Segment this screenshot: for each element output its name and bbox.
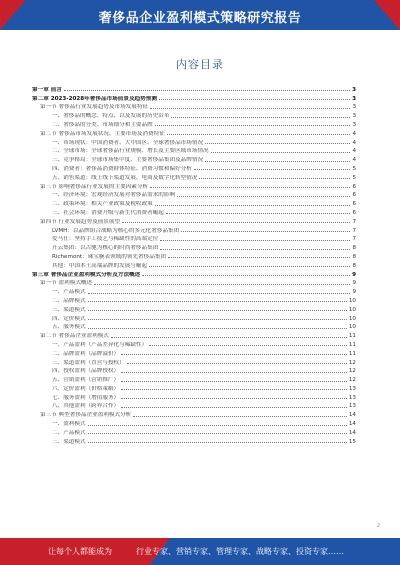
toc-entry[interactable]: [32, 146, 356, 155]
toc-leader-dots: [177, 196, 350, 197]
toc-leader-dots: [88, 310, 347, 311]
toc-entry-page: 12: [348, 377, 356, 384]
toc-entry-title: 五、销售渠道：线上线下渠道发展、电商及数字化转型情况: [52, 174, 198, 181]
header-banner: [0, 0, 400, 30]
toc-entry-page: 11: [348, 341, 356, 348]
toc-leader-dots: [159, 99, 350, 100]
toc-entry-page: 9: [352, 280, 356, 287]
toc-entry[interactable]: [32, 216, 356, 225]
toc-entry-title: 一、奢侈品的概念、特点、以及发展的历史沿革: [52, 113, 170, 120]
toc-heading: 内容目录: [176, 58, 224, 71]
toc-leader-dots: [88, 319, 347, 320]
toc-leader-dots: [127, 363, 347, 364]
toc-leader-dots: [168, 257, 350, 258]
footer-slogan-right: 行业专家、营销专家、管理专家、战略专家、投资专家……: [136, 547, 344, 556]
toc-entry-page: 7: [352, 218, 356, 225]
toc-leader-dots: [88, 433, 347, 434]
toc-leader-dots: [181, 231, 350, 232]
toc-leader-dots: [121, 381, 347, 382]
toc-entry-page: 6: [352, 192, 356, 199]
toc-leader-dots: [199, 178, 350, 179]
toc-entry-page: 3: [352, 121, 356, 128]
toc-entry-title: 五、服务模式: [52, 324, 86, 331]
toc-entry-page: 4: [352, 130, 356, 137]
toc-entry-page: 7: [352, 227, 356, 234]
toc-entry-page: 13: [348, 385, 356, 392]
toc-entry-title: 四、定价模式: [52, 315, 86, 322]
toc-entry[interactable]: [32, 93, 356, 102]
toc-entry-title: 三、渠道盈利（直营与授权）: [52, 359, 125, 366]
toc-leader-dots: [155, 205, 351, 206]
toc-leader-dots: [88, 293, 351, 294]
toc-entry-page: 7: [352, 236, 356, 243]
report-title: 奢侈品企业盈利模式策略研究报告: [98, 11, 302, 26]
toc-entry-title: 二、政策环境：相关产业政策及税收政策: [52, 201, 153, 208]
toc-entry-title: 爱马仕：坚持手工技艺与稀缺性的高端定位: [52, 236, 159, 243]
toc-leader-dots: [88, 328, 347, 329]
page-number: 2: [376, 523, 380, 529]
toc-leader-dots: [111, 337, 347, 338]
toc-leader-dots: [149, 345, 347, 346]
toc-leader-dots: [88, 301, 347, 302]
toc-entry[interactable]: [32, 418, 356, 427]
toc-leader-dots: [211, 152, 351, 153]
toc-entry-page: 5: [352, 174, 356, 181]
toc-leader-dots: [142, 275, 350, 276]
footer-banner: [0, 538, 400, 565]
toc-entry-page: 10: [348, 324, 356, 331]
toc-leader-dots: [88, 425, 347, 426]
toc-entry-title: 二、全球市场：全球奢侈品行业规模、增长及主要区域市场情况: [52, 148, 209, 155]
toc-entry-page: 10: [348, 315, 356, 322]
toc-entry[interactable]: [32, 154, 356, 163]
toc-leader-dots: [160, 240, 350, 241]
toc-entry[interactable]: [32, 269, 356, 278]
toc-entry-page: 6: [352, 209, 356, 216]
toc-entry-title: 三、竞争格局：全球市场集中度、主要奢侈品集团及品牌情况: [52, 157, 204, 164]
toc-entry-page: 9: [352, 289, 356, 296]
toc-entry[interactable]: [32, 348, 356, 357]
toc-entry[interactable]: [32, 234, 356, 243]
toc-entry[interactable]: [32, 436, 356, 445]
toc-entry-title: 第一节 奢侈品行业发展趋势及市场发展特征: [40, 104, 149, 111]
toc-entry-title: 七、服务盈利（增值服务）: [52, 394, 120, 401]
toc-entry-title: 第二节 奢侈品市场发展状况、主要市场及消费特征: [40, 130, 165, 137]
toc-leader-dots: [121, 398, 347, 399]
toc-entry[interactable]: [32, 383, 356, 392]
toc-entry[interactable]: [32, 198, 356, 207]
toc-leader-dots: [88, 442, 347, 443]
toc-leader-dots: [121, 372, 347, 373]
toc-entry[interactable]: [32, 401, 356, 410]
toc-entry-page: 4: [352, 157, 356, 164]
toc-entry-title: 第一节 盈利模式概述: [40, 280, 93, 287]
toc-entry-page: 10: [348, 306, 356, 313]
toc-entry[interactable]: [32, 260, 356, 269]
toc-leader-dots: [155, 125, 351, 126]
toc-entry[interactable]: [32, 313, 356, 322]
toc-entry-page: 8: [352, 245, 356, 252]
toc-entry[interactable]: [32, 357, 356, 366]
toc-entry-title: 第一章 前言: [32, 86, 62, 93]
toc-entry-page: 12: [348, 359, 356, 366]
toc-leader-dots: [150, 187, 350, 188]
toc-entry-title: 二、奢侈品的分类、市场细分和主要品牌: [52, 121, 153, 128]
toc-entry[interactable]: [32, 295, 356, 304]
toc-entry-page: 11: [348, 333, 356, 340]
toc-entry[interactable]: [32, 286, 356, 295]
toc-entry[interactable]: [32, 190, 356, 199]
toc-entry-page: 12: [348, 368, 356, 375]
toc-entry-page: 5: [352, 165, 356, 172]
toc-entry[interactable]: [32, 304, 356, 313]
toc-entry[interactable]: [32, 225, 356, 234]
toc-entry-page: 4: [352, 139, 356, 146]
toc-entry[interactable]: [32, 374, 356, 383]
toc-entry-title: 开云集团：以古驰为核心的时尚奢侈品集团: [52, 245, 159, 252]
toc-leader-dots: [166, 213, 351, 214]
toc-entry[interactable]: [32, 322, 356, 331]
toc-leader-dots: [122, 222, 350, 223]
toc-entry-title: 四、消费者：奢侈品消费群体特征、消费习惯和偏好分析: [52, 165, 192, 172]
toc-entry-page: 10: [348, 297, 356, 304]
toc-entry[interactable]: [32, 251, 356, 260]
toc-entry-title: Richemont：珠宝腕表领域的领先奢侈品集团: [52, 253, 167, 260]
toc-entry-title: 三、渠道模式: [52, 306, 86, 313]
toc-entry-title: 三、渠道模式: [52, 438, 86, 445]
toc-leader-dots: [194, 169, 351, 170]
toc-leader-dots: [64, 90, 350, 91]
toc-entry-title: 一、产品盈利（产品差异化与稀缺性）: [52, 341, 148, 348]
toc-entry[interactable]: [32, 172, 356, 181]
toc-leader-dots: [121, 407, 347, 408]
toc-leader-dots: [150, 108, 350, 109]
toc-entry[interactable]: [32, 110, 356, 119]
toc-entry-page: 3: [352, 113, 356, 120]
toc-entry[interactable]: [32, 409, 356, 418]
toc-entry[interactable]: [32, 427, 356, 436]
toc-entry-page: 4: [352, 148, 356, 155]
toc-entry[interactable]: [32, 366, 356, 375]
toc-entry-page: 14: [348, 429, 356, 436]
toc-entry-page: 13: [348, 394, 356, 401]
toc-entry[interactable]: [32, 84, 356, 93]
toc-leader-dots: [121, 389, 347, 390]
toc-entry-title: 第四节 行业发展趋势及前景展望: [40, 218, 121, 225]
toc-entry-title: 八、其他盈利（跨界合作）: [52, 403, 120, 410]
toc-leader-dots: [205, 143, 350, 144]
toc-entry-page: 14: [348, 412, 356, 419]
toc-entry[interactable]: [32, 119, 356, 128]
toc-leader-dots: [167, 134, 351, 135]
toc-entry-title: 二、产品模式: [52, 429, 86, 436]
toc-entry-title: 一、产品模式: [52, 289, 86, 296]
toc-entry[interactable]: [32, 392, 356, 401]
toc-leader-dots: [133, 416, 347, 417]
toc-entry-page: 8: [352, 253, 356, 260]
toc-leader-dots: [160, 249, 350, 250]
toc-entry[interactable]: [32, 207, 356, 216]
toc-entry-page: 11: [348, 350, 356, 357]
toc-entry-page: 3: [352, 104, 356, 111]
toc-entry-title: 五、营销盈利（营销推广）: [52, 377, 120, 384]
toc-entry-title: 六、定价盈利（价格策略）: [52, 385, 120, 392]
toc-leader-dots: [149, 266, 350, 267]
toc-entry-title: LVMH：以品牌组合战略为核心的多元化奢侈品集团: [52, 227, 180, 234]
toc-entry[interactable]: [32, 163, 356, 172]
toc-entry-title: 二、品牌模式: [52, 297, 86, 304]
footer-slogan-left: 让每个人都能成为: [48, 547, 112, 556]
toc-entry-page: 6: [352, 183, 356, 190]
toc-entry[interactable]: [32, 137, 356, 146]
toc-entry-title: 四、授权盈利（品牌授权）: [52, 368, 120, 375]
toc-entry[interactable]: [32, 128, 356, 137]
toc-leader-dots: [121, 354, 347, 355]
toc-entry-title: 一、经济环境：宏观经济发展对奢侈品需求的影响: [52, 192, 176, 199]
toc-entry-title: 第二章 2023-2028年奢侈品市场前景及趋势预测: [32, 95, 157, 102]
toc-entry-page: 9: [352, 271, 356, 278]
toc-entry[interactable]: [32, 102, 356, 111]
toc-entry-title: 三、社会环境：消费升级与新生代消费者崛起: [52, 209, 164, 216]
toc-entry-page: 3: [352, 95, 356, 102]
toc-entry-page: 15: [348, 438, 356, 445]
toc-entry[interactable]: [32, 339, 356, 348]
toc-entry-title: 一、市场现状：中国消费者、大中国区、全球奢侈品市场情况: [52, 139, 204, 146]
toc-entry-title: 一、盈利模式: [52, 421, 86, 428]
toc-entry-title: 第三章 奢侈品企业盈利模式分析及方法概述: [32, 271, 141, 278]
toc-entry-title: 第二节 奢侈品企业盈利模式: [40, 333, 109, 340]
toc-entry-title: 二、品牌盈利（品牌溢价）: [52, 350, 120, 357]
toc-entry-title: 第三节 影响奢侈品行业发展的主要因素分析: [40, 183, 149, 190]
toc-entry[interactable]: [32, 330, 356, 339]
toc-entry-page: 14: [348, 421, 356, 428]
toc-entry-page: 6: [352, 201, 356, 208]
toc-entry-title: 其他：中国本土高端品牌的发展与崛起: [52, 262, 148, 269]
toc-entry[interactable]: [32, 278, 356, 287]
table-of-contents: [32, 84, 356, 445]
toc-entry[interactable]: [32, 242, 356, 251]
toc-entry[interactable]: [32, 181, 356, 190]
toc-leader-dots: [171, 117, 350, 118]
toc-entry-page: 13: [348, 403, 356, 410]
toc-leader-dots: [94, 284, 350, 285]
toc-entry-title: 第三节 典型奢侈品企业盈利模式分析: [40, 412, 132, 419]
toc-entry-page: 3: [352, 86, 356, 93]
toc-entry-page: 8: [352, 262, 356, 269]
toc-leader-dots: [205, 161, 350, 162]
